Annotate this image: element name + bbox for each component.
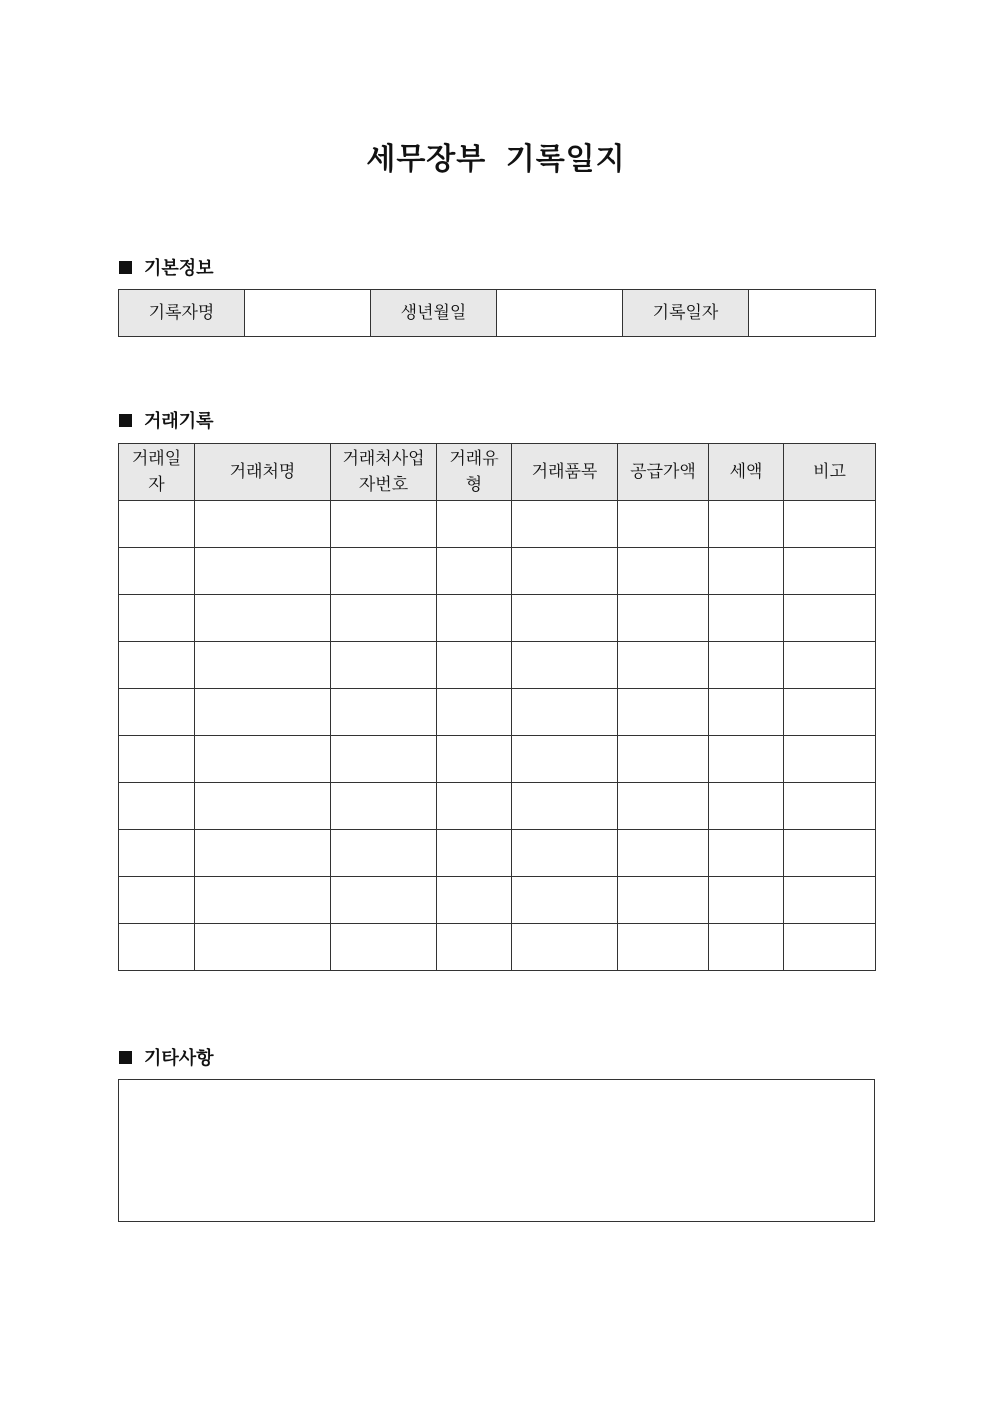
table-cell[interactable]: [709, 783, 784, 830]
column-header-supply-amount: 공급가액: [618, 444, 709, 501]
table-cell[interactable]: [784, 689, 876, 736]
table-cell[interactable]: [119, 642, 195, 689]
table-cell[interactable]: [331, 595, 437, 642]
table-cell[interactable]: [119, 736, 195, 783]
table-cell[interactable]: [618, 783, 709, 830]
section-heading-basic-label: 기본정보: [144, 258, 214, 279]
table-cell[interactable]: [437, 924, 512, 971]
table-cell[interactable]: [784, 736, 876, 783]
table-cell[interactable]: [437, 642, 512, 689]
table-cell[interactable]: [119, 783, 195, 830]
table-cell[interactable]: [618, 548, 709, 595]
table-cell[interactable]: [195, 924, 331, 971]
column-header-trade-type: 거래유형: [437, 444, 512, 501]
table-cell[interactable]: [784, 642, 876, 689]
table-cell[interactable]: [512, 736, 618, 783]
table-cell[interactable]: [437, 783, 512, 830]
writer-name-field[interactable]: [245, 290, 371, 337]
table-cell[interactable]: [119, 548, 195, 595]
birth-date-field[interactable]: [497, 290, 623, 337]
table-cell[interactable]: [618, 501, 709, 548]
basic-info-row: [119, 290, 876, 337]
table-cell[interactable]: [195, 642, 331, 689]
table-cell[interactable]: [437, 877, 512, 924]
table-cell[interactable]: [437, 595, 512, 642]
record-date-label: 기록일자: [623, 290, 749, 337]
table-row: [119, 736, 876, 783]
column-header-trade-item: 거래품목: [512, 444, 618, 501]
square-bullet-icon: [119, 414, 132, 427]
table-cell[interactable]: [709, 736, 784, 783]
table-cell[interactable]: [784, 783, 876, 830]
table-cell[interactable]: [512, 642, 618, 689]
record-date-field[interactable]: [749, 290, 876, 337]
table-cell[interactable]: [618, 877, 709, 924]
table-cell[interactable]: [709, 830, 784, 877]
table-cell[interactable]: [119, 830, 195, 877]
table-row: [119, 877, 876, 924]
table-cell[interactable]: [618, 736, 709, 783]
table-row: [119, 595, 876, 642]
table-row: [119, 830, 876, 877]
table-row: [119, 501, 876, 548]
table-cell[interactable]: [709, 595, 784, 642]
table-cell[interactable]: [512, 689, 618, 736]
table-cell[interactable]: [195, 689, 331, 736]
trade-body: [119, 501, 876, 971]
table-cell[interactable]: [331, 501, 437, 548]
table-cell[interactable]: [784, 830, 876, 877]
table-cell[interactable]: [331, 548, 437, 595]
table-cell[interactable]: [709, 501, 784, 548]
section-heading-trade: [119, 407, 214, 433]
table-cell[interactable]: [195, 877, 331, 924]
table-row: [119, 689, 876, 736]
table-cell[interactable]: [119, 877, 195, 924]
section-heading-trade-label: 거래기록: [144, 411, 214, 432]
table-cell[interactable]: [437, 830, 512, 877]
column-header-client-name: 거래처명: [195, 444, 331, 501]
table-cell[interactable]: [512, 830, 618, 877]
table-cell[interactable]: [331, 689, 437, 736]
table-cell[interactable]: [709, 877, 784, 924]
table-cell[interactable]: [512, 783, 618, 830]
page-title: 세무장부 기록일지: [366, 142, 626, 177]
table-cell[interactable]: [195, 595, 331, 642]
table-cell[interactable]: [784, 501, 876, 548]
table-row: [119, 783, 876, 830]
table-cell[interactable]: [195, 830, 331, 877]
table-cell[interactable]: [437, 689, 512, 736]
table-cell[interactable]: [195, 501, 331, 548]
table-cell[interactable]: [784, 548, 876, 595]
table-cell[interactable]: [709, 689, 784, 736]
column-header-client-biz-number: 거래처사업자번호: [331, 444, 437, 501]
table-cell[interactable]: [119, 501, 195, 548]
table-cell[interactable]: [512, 877, 618, 924]
table-row: [119, 924, 876, 971]
column-header-tax: 세액: [709, 444, 784, 501]
table-cell[interactable]: [331, 877, 437, 924]
table-cell[interactable]: [784, 877, 876, 924]
table-cell[interactable]: [437, 501, 512, 548]
column-header-note: 비고: [784, 444, 876, 501]
table-cell[interactable]: [195, 736, 331, 783]
table-cell[interactable]: [331, 783, 437, 830]
table-cell[interactable]: [437, 548, 512, 595]
table-cell[interactable]: [618, 642, 709, 689]
table-row: [119, 548, 876, 595]
birth-date-label: 생년월일: [371, 290, 497, 337]
table-cell[interactable]: [195, 548, 331, 595]
table-cell[interactable]: [618, 689, 709, 736]
table-cell[interactable]: [512, 501, 618, 548]
table-cell[interactable]: [331, 830, 437, 877]
table-cell[interactable]: [618, 924, 709, 971]
basic-info-table: [118, 289, 876, 337]
square-bullet-icon: [119, 1051, 132, 1064]
section-heading-etc: [119, 1044, 214, 1070]
table-row: [119, 642, 876, 689]
table-cell[interactable]: [437, 736, 512, 783]
table-cell[interactable]: [331, 642, 437, 689]
table-cell[interactable]: [784, 595, 876, 642]
writer-name-label: 기록자명: [119, 290, 245, 337]
table-cell[interactable]: [119, 595, 195, 642]
etc-notes-box[interactable]: [118, 1079, 875, 1222]
section-heading-etc-label: 기타사항: [144, 1048, 214, 1069]
table-cell[interactable]: [119, 689, 195, 736]
table-cell[interactable]: [331, 924, 437, 971]
table-cell[interactable]: [512, 924, 618, 971]
table-cell[interactable]: [618, 595, 709, 642]
column-header-trade-date: 거래일자: [119, 444, 195, 501]
trade-record-table: [118, 443, 876, 971]
table-cell[interactable]: [512, 595, 618, 642]
table-cell[interactable]: [195, 783, 331, 830]
table-cell[interactable]: [709, 642, 784, 689]
table-cell[interactable]: [709, 548, 784, 595]
square-bullet-icon: [119, 261, 132, 274]
table-cell[interactable]: [709, 924, 784, 971]
trade-header-row: [119, 444, 876, 501]
table-cell[interactable]: [512, 548, 618, 595]
section-heading-basic: [119, 254, 214, 280]
table-cell[interactable]: [618, 830, 709, 877]
table-cell[interactable]: [119, 924, 195, 971]
table-cell[interactable]: [784, 924, 876, 971]
table-cell[interactable]: [331, 736, 437, 783]
